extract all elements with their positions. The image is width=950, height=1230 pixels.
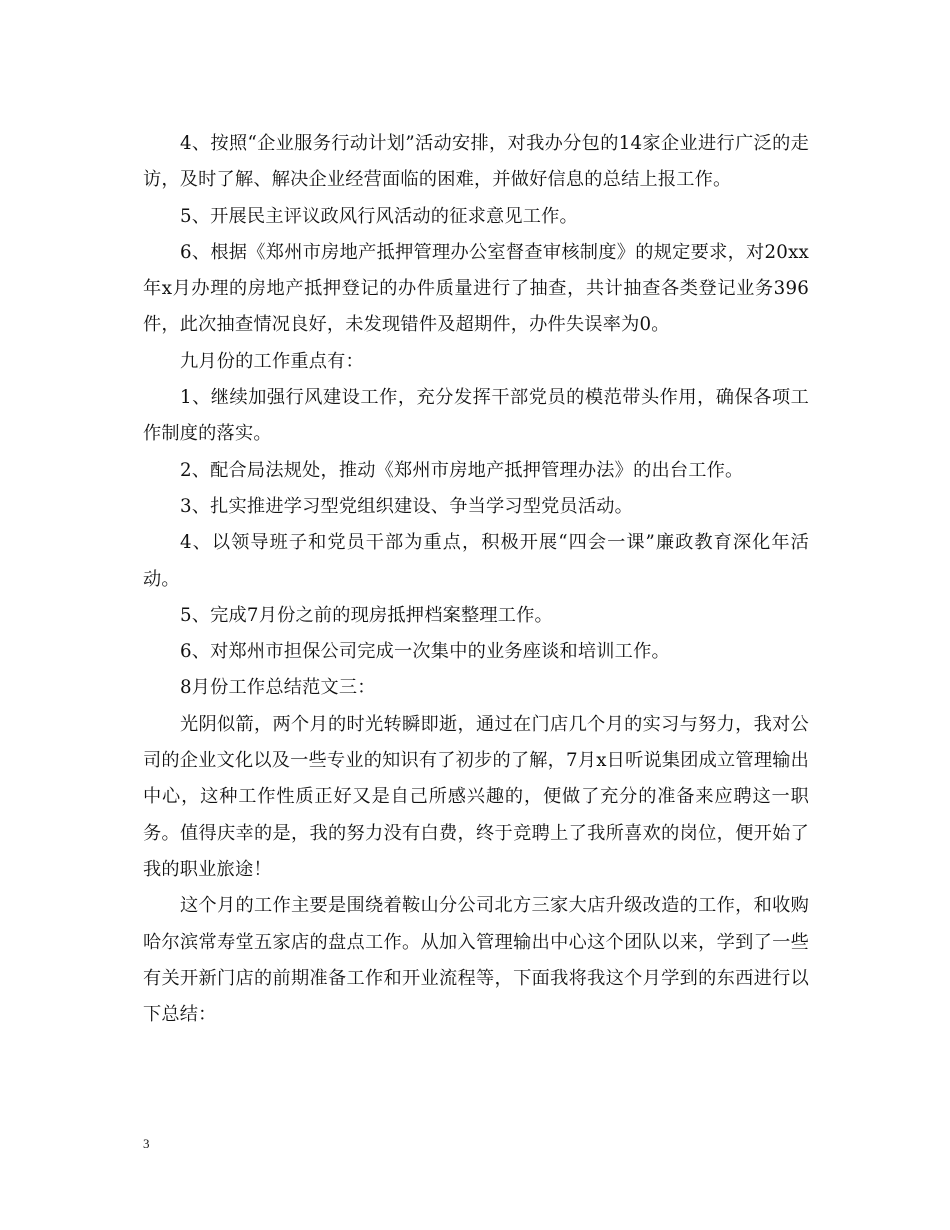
paragraph-item-6-quality-check: 6、根据《郑州市房地产抵押管理办公室督查审核制度》的规定要求，对20xx年x月办理的房地产抵押登记的办件质量进行了抽查，共计抽查各类登记业务396件，此次抽查情况良好，未发现错件及超期件，办件失误率为0。 — [143, 241, 809, 336]
section-heading-sample-three: 8月份工作总结范文三： — [180, 677, 376, 699]
paragraph-body-intro: 光阴似箭，两个月的时光转瞬即逝，通过在门店几个月的实习与努力，我对公司的企业文化以及一些专业的知识有了初步的了解，7月x日听说集团成立管理输出中心，这种工作性质正好又是自己所感兴趣的，便做了充分的准备来应聘这一职务。值得庆幸的是，我的努力没有白费，终于竞聘上了我所喜欢的岗位，便开始了我的职业旅途！ — [143, 713, 809, 880]
document-body — [143, 126, 809, 1033]
section-heading-september-priorities: 九月份的工作重点有： — [180, 350, 364, 372]
paragraph-priority-3: 3、扎实推进学习型党组织建设、争当学习型党员活动。 — [180, 495, 634, 517]
paragraph-priority-6: 6、对郑州市担保公司完成一次集中的业务座谈和培训工作。 — [180, 641, 670, 663]
paragraph-body-summary: 这个月的工作主要是围绕着鞍山分公司北方三家大店升级改造的工作，和收购哈尔滨常寿堂五家店的盘点工作。从加入管理输出中心这个团队以来，学到了一些有关开新门店的前期准备工作和开业流程等，下面我将我这个月学到的东西进行以下总结： — [143, 895, 809, 1026]
paragraph-priority-4: 4、以领导班子和党员干部为重点，积极开展“四会一课”廉政教育深化年活动。 — [143, 532, 809, 590]
paragraph-item-5-opinion-collection: 5、开展民主评议政风行风活动的征求意见工作。 — [180, 205, 578, 227]
page-number: 3 — [143, 1136, 150, 1151]
paragraph-item-4-enterprise-service: 4、按照“企业服务行动计划”活动安排，对我办分包的14家企业进行广泛的走访，及时了解、解决企业经营面临的困难，并做好信息的总结上报工作。 — [143, 133, 809, 191]
paragraph-priority-1: 1、继续加强行风建设工作，充分发挥干部党员的模范带头作用，确保各项工作制度的落实。 — [143, 387, 809, 445]
paragraph-priority-2: 2、配合局法规处，推动《郑州市房地产抵押管理办法》的出台工作。 — [180, 459, 744, 481]
paragraph-priority-5: 5、完成7月份之前的现房抵押档案整理工作。 — [180, 604, 553, 626]
